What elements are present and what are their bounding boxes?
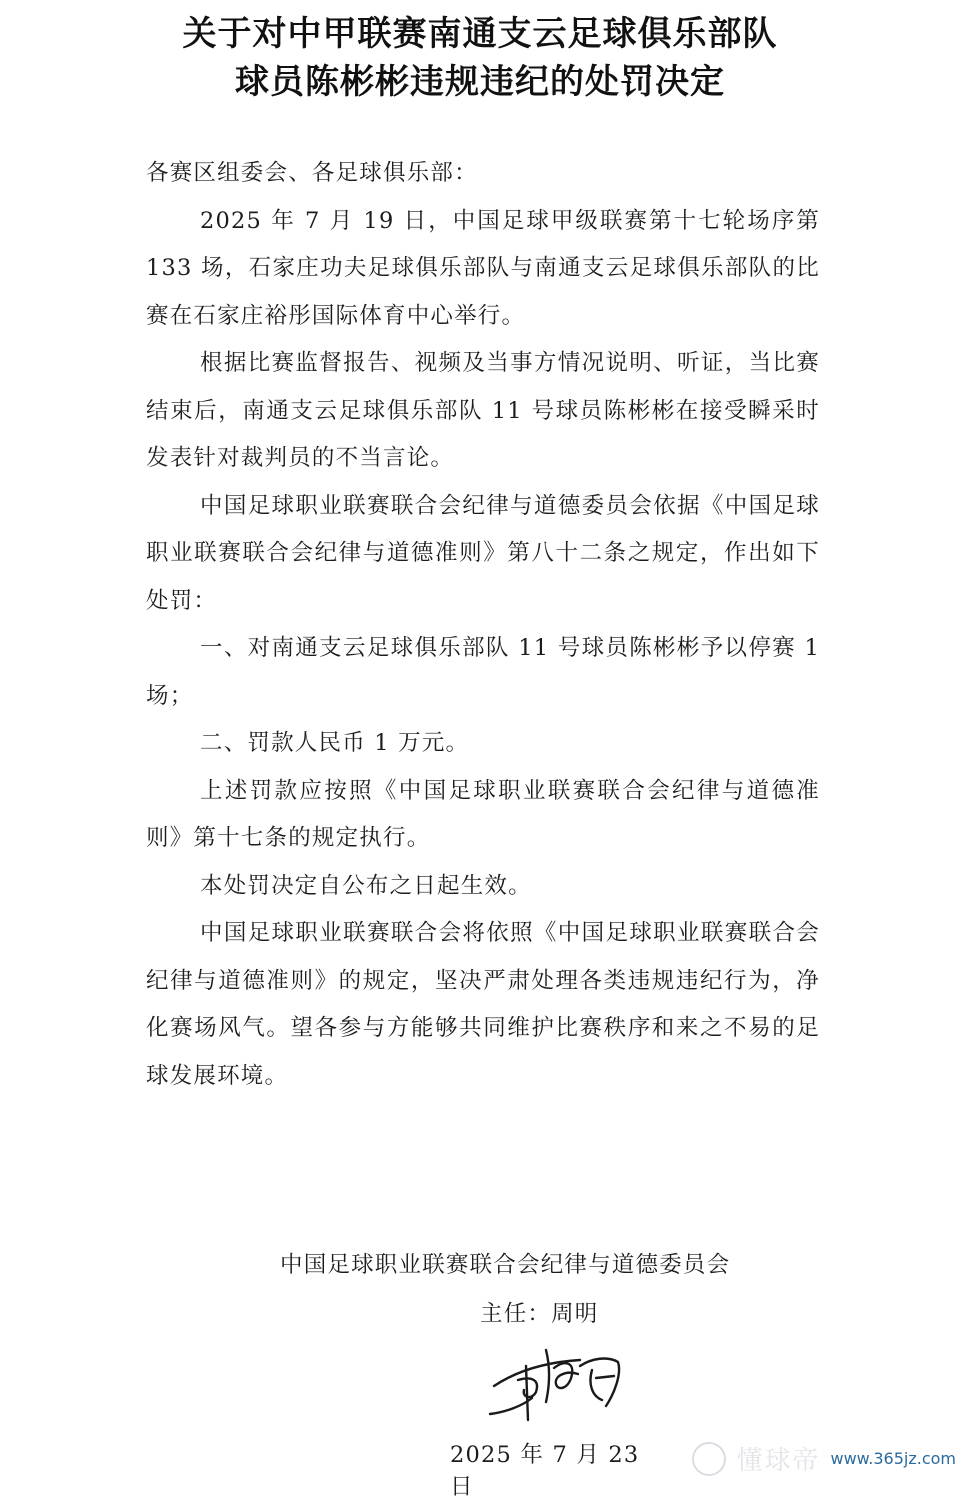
penalty-item-suspension: 一、对南通支云足球俱乐部队 11 号球员陈彬彬予以停赛 1 场； bbox=[146, 635, 820, 709]
paragraph-closing: 中国足球职业联赛联合会将依照《中国足球职业联赛联合会纪律与道德准则》的规定，坚决严肃处理各类违规违纪行为，净化赛场风气。望各参与方能够共同维护比赛秩序和来之不易的足球发展环境。 bbox=[146, 920, 820, 1089]
paragraph-facts: 根据比赛监督报告、视频及当事方情况说明、听证，当比赛结束后，南通支云足球俱乐部队 11 号球员陈彬彬在接受瞬采时发表针对裁判员的不当言论。 bbox=[146, 350, 820, 471]
document-title-line-1: 关于对中甲联赛南通支云足球俱乐部队 bbox=[182, 14, 778, 54]
document-date: 2025 年 7 月 23 日 bbox=[450, 1442, 640, 1500]
penalty-item-fine: 二、罚款人民币 1 万元。 bbox=[200, 730, 470, 756]
document-title-line-2: 球员陈彬彬违规违纪的处罚决定 bbox=[235, 62, 725, 102]
signatory-chair: 主任：周明 bbox=[480, 1301, 599, 1327]
paragraph-effective: 本处罚决定自公布之日起生效。 bbox=[200, 872, 532, 899]
watermark-logo-icon bbox=[692, 1442, 726, 1476]
paragraph-match-info: 2025 年 7 月 19 日，中国足球甲级联赛第十七轮场序第 133 场，石家庄功夫足球俱乐部队与南通支云足球俱乐部队的比赛在石家庄裕彤国际体育中心举行。 bbox=[146, 207, 820, 329]
paragraph-fine-execution: 上述罚款应按照《中国足球职业联赛联合会纪律与道德准则》第十七条的规定执行。 bbox=[146, 777, 820, 851]
watermark-text: 懂球帝 bbox=[736, 1446, 821, 1476]
handwritten-signature bbox=[488, 1340, 638, 1422]
signatory-organization: 中国足球职业联赛联合会纪律与道德委员会 bbox=[280, 1252, 731, 1278]
document-body bbox=[146, 150, 820, 1100]
paragraph-legal-basis: 中国足球职业联赛联合会纪律与道德委员会依据《中国足球职业联赛联合会纪律与道德准则》第八十二条之规定，作出如下处罚： bbox=[146, 492, 820, 614]
watermark bbox=[692, 1440, 956, 1477]
watermark-url: www.365jz.com bbox=[830, 1449, 956, 1468]
salutation: 各赛区组委会、各足球俱乐部： bbox=[146, 160, 478, 186]
